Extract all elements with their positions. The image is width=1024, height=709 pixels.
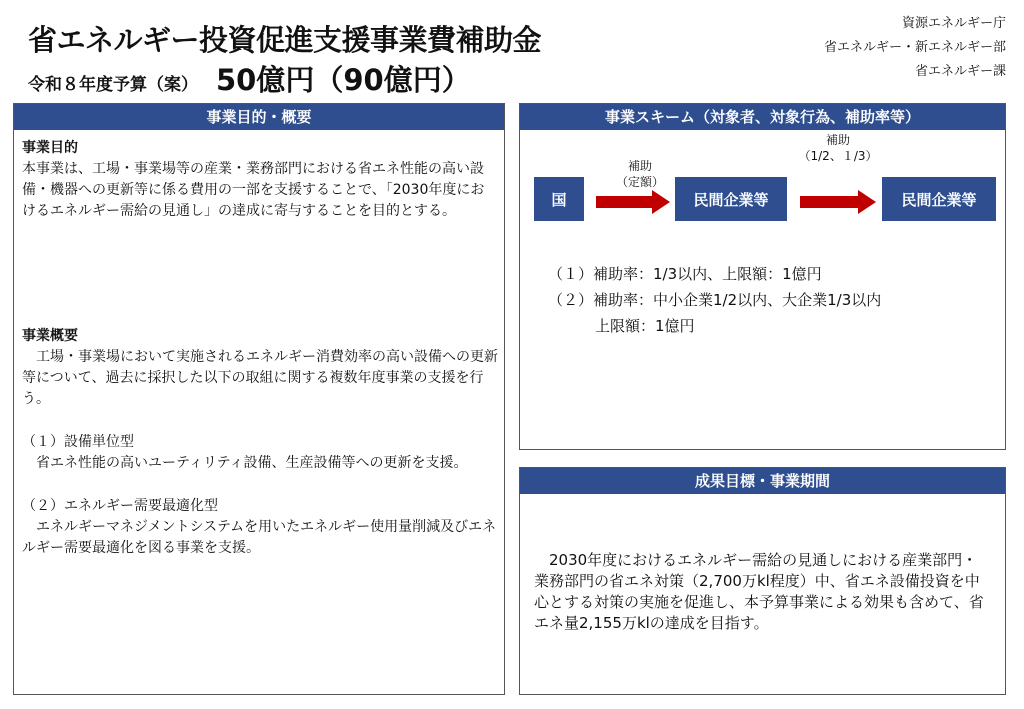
rate-line-1: （１）補助率：1/3以内、上限額：1億円 [548,265,822,283]
purpose-text: 本事業は、工場・事業場等の産業・業務部門における省エネ性能の高い設備・機器への更新等に係る費用の一部を支援することで、「2030年度におけるエネルギー需給の見通し」の達成に寄与することを目的とする。 [22,161,485,219]
item2-title: （２）エネルギー需要最適化型 [22,498,218,514]
node-country: 国 [534,177,584,221]
purpose-overview-heading: 事業目的・概要 [14,104,504,130]
purpose-overview-panel [13,103,505,695]
item1-title: （１）設備単位型 [22,434,134,450]
dept-division: 省エネルギー・新エネルギー部 [823,40,1006,55]
arrow-right-icon [596,190,670,214]
budget-line [28,58,471,99]
overview-text: 工場・事業場において実施されるエネルギー消費効率の高い設備への更新等について、過去に採択した以下の取組に関する複数年度事業の支援を行う。 [22,349,498,407]
page-title: 省エネルギー投資促進支援事業費補助金 [28,23,542,57]
goal-panel [519,467,1006,695]
goal-text: 2030年度におけるエネルギー需給の見通しにおける産業部門・業務部門の省エネ対策（2,700万kl程度）中、省エネ設備投資を中心とする対策の実施を促進し、本予算事業による効果も含めて、省エネ量2,155万klの達成を目指す。 [534,551,984,632]
dept-section: 省エネルギー課 [914,64,1006,79]
arrow1-label-line2: （定額） [615,175,664,189]
node-private-1: 民間企業等 [675,177,787,221]
arrow2-shape [800,190,876,214]
arrow2-label-line2: （1/2、１/3） [798,149,878,163]
arrow1-label-line1: 補助 [627,159,652,173]
department-block [824,12,1006,84]
overview-title: 事業概要 [22,328,78,344]
arrow2-label [778,132,898,164]
dept-agency: 資源エネルギー庁 [901,16,1006,31]
rate-line-3: 上限額：1億円 [595,317,695,335]
arrow1-shape [596,190,670,214]
goal-heading: 成果目標・事業期間 [520,468,1005,494]
budget-year: 令和８年度予算（案） [28,75,198,95]
arrow-right-icon [800,190,876,214]
arrow2-label-line1: 補助 [825,133,850,147]
rate-line-2: （２）補助率：中小企業1/2以内、大企業1/3以内 [548,291,882,309]
scheme-panel [519,103,1006,450]
arrow1-label [600,158,680,190]
scheme-heading: 事業スキーム（対象者、対象行為、補助率等） [520,104,1005,130]
purpose-title: 事業目的 [22,140,78,156]
rate-list [548,261,881,339]
node-private-2: 民間企業等 [882,177,996,221]
item2-text: エネルギーマネジメントシステムを用いたエネルギー使用量削減及びエネルギー需要最適化を図る事業を支援。 [22,519,497,556]
item1-text: 省エネ性能の高いユーティリティ設備、生産設備等への更新を支援。 [22,455,468,471]
budget-amount: 50億円（90億円） [216,63,471,97]
